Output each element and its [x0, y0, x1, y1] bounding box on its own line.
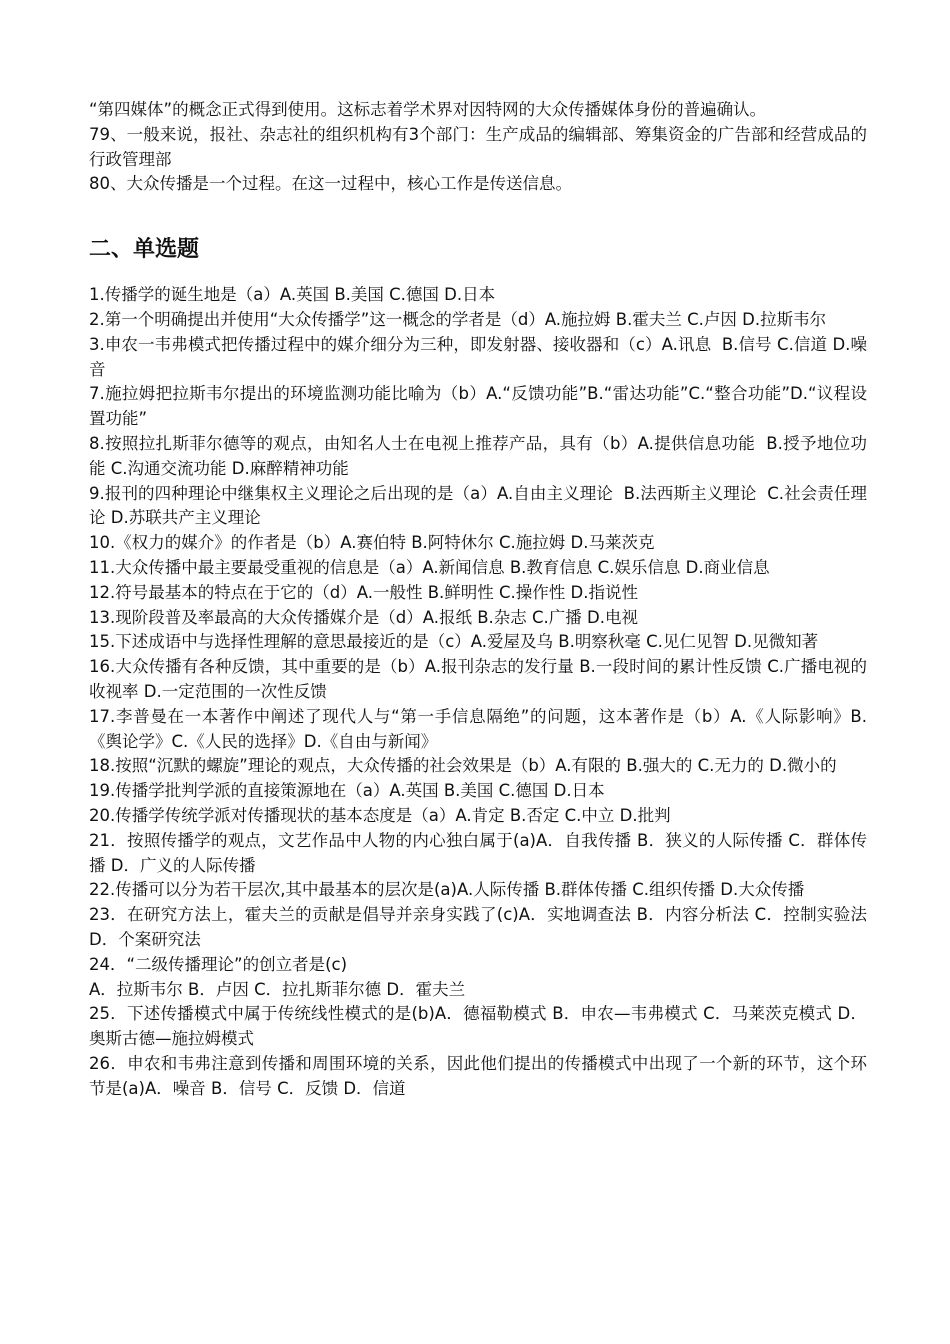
question-item: 21．按照传播学的观点，文艺作品中人物的内心独白属于(a)A．自我传播 B．狭义的人际传播 C．群体传播 D．广义的人际传播: [89, 830, 867, 875]
question-item: 9.报刊的四种理论中继集权主义理论之后出现的是（a）A.自由主义理论 B.法西斯主义理论 C.社会责任理论 D.苏联共产主义理论: [89, 483, 867, 528]
question-item: 11.大众传播中最主要最受重视的信息是（a）A.新闻信息 B.教育信息 C.娱乐信息 D.商业信息: [89, 557, 770, 577]
question-item: 26．申农和韦弗注意到传播和周围环境的关系，因此他们提出的传播模式中出现了一个新的环节，这个环节是(a)A．噪音 B．信号 C．反馈 D．信道: [89, 1053, 867, 1098]
question-item: 8.按照拉扎斯菲尔德等的观点，由知名人士在电视上推荐产品，具有（b）A.提供信息功能 B.授予地位功能 C.沟通交流功能 D.麻醉精神功能: [89, 433, 867, 478]
intro-paragraph: “第四媒体”的概念正式得到使用。这标志着学术界对因特网的大众传播媒体身份的普遍确认。: [89, 100, 767, 119]
question-item: 7.施拉姆把拉斯韦尔提出的环境监测功能比喻为（b）A.“反馈功能”B.“雷达功能”C.“整合功能”D.“议程设置功能”: [89, 384, 867, 429]
question-item: 17.李普曼在一本著作中阐述了现代人与“第一手信息隔绝”的问题，这本著作是（b）A.《人际影响》B.《舆论学》C.《人民的选择》D.《自由与新闻》: [89, 706, 867, 751]
question-item: 1.传播学的诞生地是（a）A.英国 B.美国 C.德国 D.日本: [89, 285, 496, 305]
question-item: 3.申农一韦弗模式把传播过程中的媒介细分为三种，即发射器、接收器和（c）A.讯息 B.信号 C.信道 D.噪音: [89, 334, 867, 379]
question-item: 10.《权力的媒介》的作者是（b）A.赛伯特 B.阿特休尔 C.施拉姆 D.马莱茨克: [89, 533, 655, 553]
document-page: [89, 98, 873, 1101]
question-item: 15.下述成语中与选择性理解的意思最接近的是（c）A.爱屋及乌 B.明察秋毫 C.见仁见智 D.见微知著: [89, 632, 819, 652]
intro-paragraph: 80、大众传播是一个过程。在这一过程中，核心工作是传送信息。: [89, 174, 572, 194]
question-item: 12.符号最基本的特点在于它的（d）A.一般性 B.鲜明性 C.操作性 D.指说性: [89, 582, 638, 602]
question-item: 20.传播学传统学派对传播现状的基本态度是（a）A.肯定 B.否定 C.中立 D.批判: [89, 805, 671, 825]
question-item: A．拉斯韦尔 B．卢因 C．拉扎斯菲尔德 D．霍夫兰: [89, 979, 466, 999]
intro-paragraph: 79、一般来说，报社、杂志社的组织机构有3个部门：生产成品的编辑部、筹集资金的广告部和经营成品的行政管理部: [89, 124, 867, 169]
question-item: 24．“二级传播理论”的创立者是(c): [89, 954, 348, 974]
section-title: 二、单选题: [89, 237, 200, 263]
question-item: 22.传播可以分为若干层次,其中最基本的层次是(a)A.人际传播 B.群体传播 C.组织传播 D.大众传播: [89, 880, 805, 900]
intro-block: [89, 98, 867, 197]
question-item: 18.按照“沉默的螺旋”理论的观点，大众传播的社会效果是（b）A.有限的 B.强大的 C.无力的 D.微小的: [89, 756, 837, 776]
question-list: [89, 283, 873, 1101]
question-item: 19.传播学批判学派的直接策源地在（a）A.英国 B.美国 C.德国 D.日本: [89, 781, 605, 801]
question-item: 23．在研究方法上，霍夫兰的贡献是倡导并亲身实践了(c)A．实地调查法 B．内容分析法 C．控制实验法 D．个案研究法: [89, 905, 873, 949]
question-item: 2.第一个明确提出并使用“大众传播学”这一概念的学者是（d）A.施拉姆 B.霍夫兰 C.卢因 D.拉斯韦尔: [89, 309, 827, 329]
question-item: 25．下述传播模式中属于传统线性模式的是(b)A．德福勒模式 B．申农—韦弗模式 C．马莱茨克模式 D．奥斯古德—施拉姆模式: [89, 1004, 867, 1049]
question-item: 13.现阶段普及率最高的大众传播媒介是（d）A.报纸 B.杂志 C.广播 D.电视: [89, 607, 638, 627]
question-item: 16.大众传播有各种反馈，其中重要的是（b）A.报刊杂志的发行量 B.一段时间的累计性反馈 C.广播电视的收视率 D.一定范围的一次性反馈: [89, 657, 867, 701]
